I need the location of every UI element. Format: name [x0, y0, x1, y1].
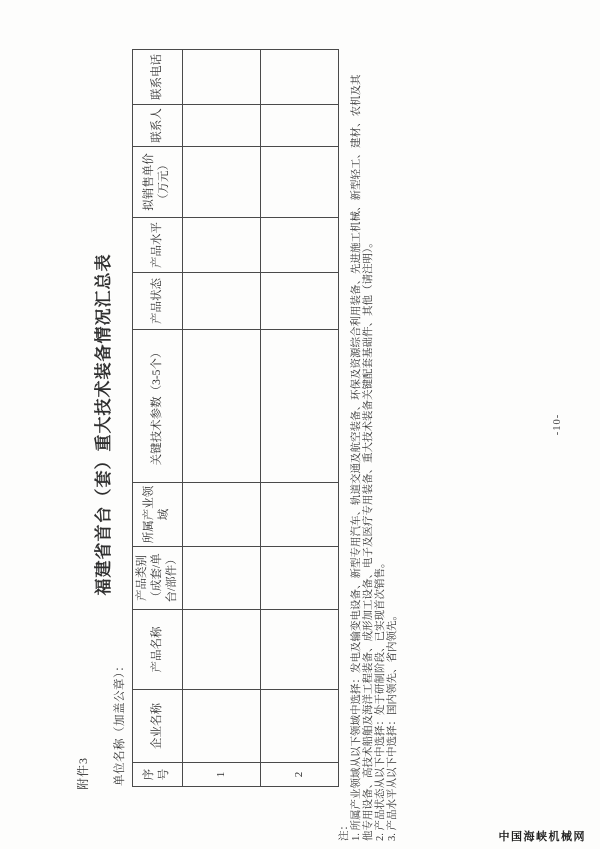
empty-cell: [260, 547, 338, 610]
empty-cell: [182, 547, 260, 610]
attachment-label: 附件3: [76, 756, 90, 790]
col-header-product-name: 产品名称: [133, 610, 183, 690]
empty-cell: [182, 105, 260, 147]
empty-cell: [182, 273, 260, 330]
table-row-1: [182, 50, 260, 787]
empty-cell: [182, 483, 260, 547]
note-line-1: 1. 所属产业领域从以下领域中选择：发电及输变电设备、新型专用汽车、轨道交通及航空装备、环保及资源综合利用装备、先进施工机械、新型轻工、建材、农机及其: [351, 74, 362, 841]
note-line-2: 他专用设备、高技术船舶及海洋工程装备、成形加工设备、电子及医疗专用装备、重大技术装备关键配套基础件、其他（请注明）。: [363, 237, 374, 841]
notes-heading: 注：: [339, 820, 350, 841]
note-line-3: 2. 产品状态从以下中选择：处于研制阶段、已实现首次销售。: [375, 557, 386, 841]
watermark-site-name: 中国海峡机械网: [498, 831, 586, 843]
note-line-4: 3. 产品水平从以下中选择：国内领先、省内领先。: [387, 610, 398, 841]
seq-cell: 1: [182, 763, 260, 787]
col-header-contact-person: 联系人: [133, 105, 183, 147]
seq-cell: 2: [260, 763, 338, 787]
empty-cell: [260, 330, 338, 483]
col-header-key-parameters: 关键技术参数（3-5个）: [133, 330, 183, 483]
col-header-seq: 序号: [133, 763, 183, 787]
empty-cell: [182, 147, 260, 218]
empty-cell: [182, 330, 260, 483]
col-header-industry-field: 所属产业领域: [133, 483, 183, 547]
empty-cell: [182, 690, 260, 763]
col-header-product-category: 产品类别（成套/单台/部件）: [133, 547, 183, 610]
empty-cell: [260, 273, 338, 330]
empty-cell: [260, 147, 338, 218]
notes-block: [339, 41, 399, 841]
empty-cell: [260, 690, 338, 763]
summary-table: [132, 49, 339, 787]
empty-cell: [182, 50, 260, 105]
col-header-company-name: 企业名称: [133, 690, 183, 763]
page-number: -10-: [552, 413, 563, 436]
empty-cell: [260, 610, 338, 690]
col-header-product-level: 产品水平: [133, 218, 183, 273]
col-header-product-status: 产品状态: [133, 273, 183, 330]
empty-cell: [260, 483, 338, 547]
col-header-planned-price: 拟销售单价（万元）: [133, 147, 183, 218]
empty-cell: [260, 50, 338, 105]
page-title: 福建省首台（套）重大技术装备情况汇总表: [94, 253, 113, 596]
empty-cell: [260, 105, 338, 147]
unit-name-label: 单位名称（加盖公章）：: [114, 659, 126, 786]
empty-cell: [260, 218, 338, 273]
col-header-contact-phone: 联系电话: [133, 50, 183, 105]
header-row: [133, 50, 183, 787]
empty-cell: [182, 218, 260, 273]
table-row-2: [260, 50, 338, 787]
empty-cell: [182, 610, 260, 690]
